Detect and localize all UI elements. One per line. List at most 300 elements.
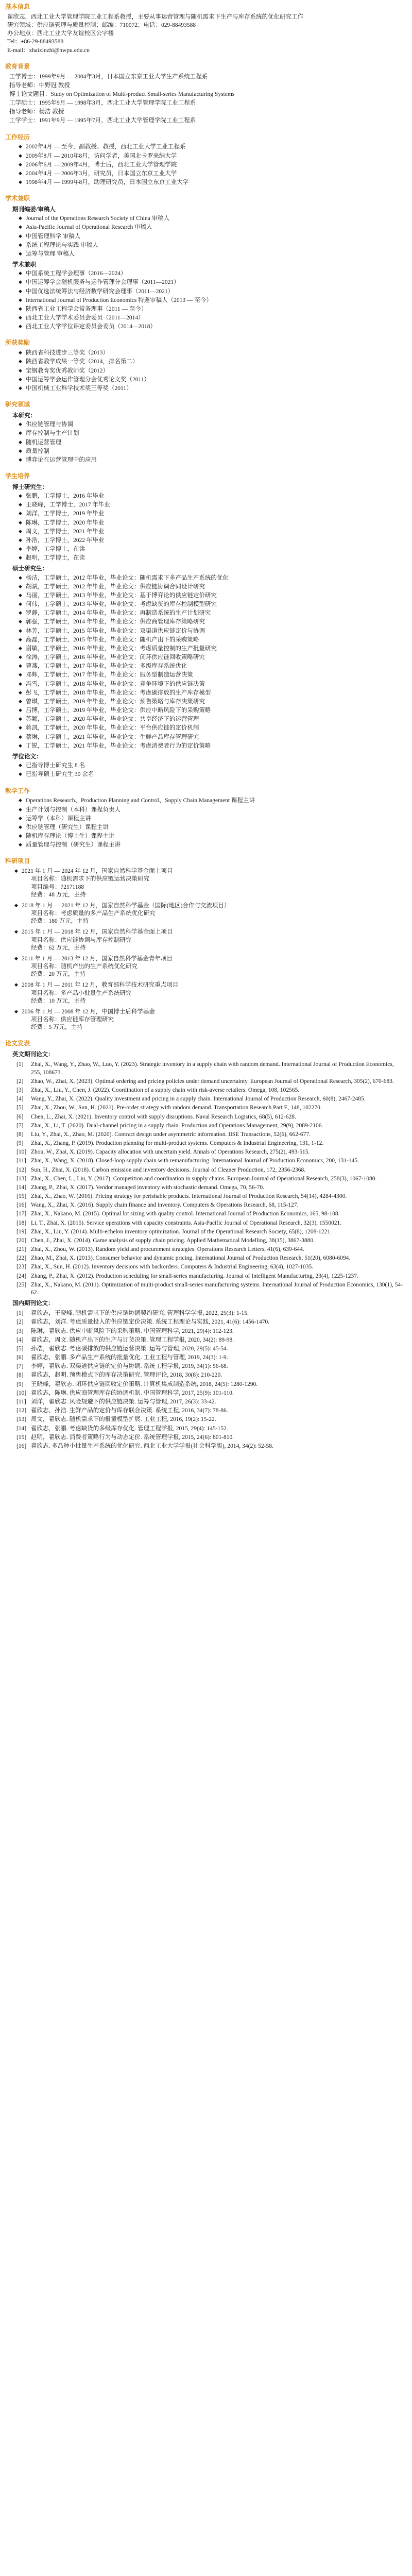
reference-entry	[16, 1273, 405, 1280]
section-title: 所获奖励	[5, 339, 30, 347]
reference-number: [13]	[16, 1416, 27, 1423]
list-item-text: 质量管理与控制（研究生）课程主讲	[26, 842, 121, 849]
reference-entry	[16, 1434, 405, 1442]
bullet-icon: ◆	[19, 171, 22, 176]
grant-head	[14, 981, 405, 989]
list-item-text: 周文，工学博士，2021 年毕业	[26, 528, 105, 535]
list-item-text: 中国机械工业科学技术奖三等奖（2011）	[26, 385, 132, 392]
list-item	[19, 833, 405, 840]
list-item-text: 已指导硕士研究生 30 余名	[26, 771, 94, 778]
reference-text: Zhai, X., Nakano, M. (2015). Optimal lot sizing with quality control. International Journal of Production Economics, 165, 98-108.	[31, 1211, 340, 1217]
list-item	[19, 297, 405, 304]
grant-detail: 项目编号：72171188	[31, 884, 84, 890]
bullet-icon: ◆	[19, 529, 22, 534]
list-item	[19, 179, 405, 187]
bullet-icon: ◆	[19, 611, 22, 616]
bullet-icon: ◆	[19, 511, 22, 517]
section-title: 论文发表	[5, 1040, 30, 1047]
publications-section	[5, 1040, 405, 1450]
reference-number: [8]	[16, 1131, 24, 1138]
list-item-text: 中国管理科学 审稿人	[26, 233, 81, 240]
list-item-text: 张鹏，工学博士，2016 年毕业	[26, 493, 105, 500]
list-item	[19, 242, 405, 249]
bullet-icon: ◆	[14, 982, 18, 988]
list-item	[19, 288, 405, 296]
grant-detail: 经费：5 万元，主持	[31, 1024, 83, 1031]
reference-text: Zhai, X., Liu, Y. (2014). Multi-echelon inventory optimization. Journal of the Operational Research Society, 65(8), 1208-1221.	[31, 1228, 332, 1235]
subsection-title: 博士研究生：	[12, 484, 48, 490]
reference-text: Zhou, W., Zhai, X. (2019). Capacity allocation with uncertain yield. Annals of Operations Research, 275(2), 493-515.	[31, 1149, 310, 1156]
list-item	[19, 762, 405, 770]
list-item-text: 罗静，工学硕士，2014 年毕业，毕业论文：再制造系统的生产计划研究	[26, 610, 211, 617]
list-item-text: 曾琪，工学硕士，2019 年毕业，毕业论文：预售策略与库存决策研究	[26, 698, 205, 705]
reference-entry	[16, 1078, 405, 1086]
teaching-section	[5, 787, 405, 850]
reference-entry	[16, 1131, 405, 1139]
grant-title: 2021 年 1 月 — 2024 年 12 月，国家自然科学基金面上项目	[22, 868, 173, 875]
bullet-icon: ◆	[19, 637, 22, 642]
reference-number: [2]	[16, 1319, 24, 1326]
list-item	[19, 628, 405, 635]
bullet-icon: ◆	[14, 869, 18, 874]
bullet-icon: ◆	[19, 216, 22, 222]
reference-entry	[16, 1389, 405, 1397]
edu-line: 工学学士：1991年9月 — 1995年7月，西北工业大学管理学院工业工程系	[9, 117, 196, 124]
list-item-text: 苏颖，工学硕士，2020 年毕业，毕业论文：共享经济下的运营管理	[26, 716, 199, 723]
reference-entry	[16, 1061, 405, 1076]
list-item-text: 吕博，工学硕士，2019 年毕业，毕业论文：供应中断风险下的采购策略	[26, 707, 211, 714]
list-item-text: 系统工程理论与实践 审稿人	[26, 242, 98, 248]
grant-entry	[14, 955, 405, 979]
reference-text: 陈琳，翟欣志. 供应中断风险下的采购策略. 中国管理科学, 2021, 29(4): 112-123.	[31, 1328, 234, 1334]
grant-entry	[14, 1008, 405, 1032]
grants-section	[5, 857, 405, 1031]
bullet-icon: ◆	[19, 251, 22, 257]
reference-entry	[16, 1336, 405, 1344]
list-item-text: 陕西省工业工程学会常务理事（2011 — 至今）	[26, 306, 147, 312]
grant-detail: 项目名称：随机产出的生产系统优化研究	[31, 963, 138, 970]
edu-line: 工学硕士：1995年9月 — 1998年3月，西北工业大学管理学院工业工程系	[9, 100, 196, 107]
reference-entry	[16, 1095, 405, 1103]
bullet-icon: ◆	[19, 368, 22, 374]
subsection-title: 学术兼职	[12, 262, 36, 268]
edu-block	[7, 73, 405, 99]
list-item	[19, 554, 405, 562]
list-item	[19, 663, 405, 670]
reference-number: [15]	[16, 1193, 27, 1200]
list-item	[19, 528, 405, 536]
list-item-text: 运筹学（本科）课程主讲	[26, 815, 91, 822]
list-item	[19, 797, 405, 805]
reference-entry	[16, 1210, 405, 1218]
thesis-list	[5, 762, 405, 778]
reference-entry	[16, 1237, 405, 1245]
reference-text: Zhai, X., Zhang, P. (2019). Production planning for multi-product systems. Computers & Industrial Engineering, 131, 1-12.	[31, 1140, 324, 1147]
list-item-text: 宝钢教育奖优秀教师奖（2012）	[26, 367, 109, 374]
bullet-icon: ◆	[19, 734, 22, 740]
list-item-text: 陕西省教学成果一等奖（2014，排名第二）	[26, 359, 139, 365]
list-item-text: 赵明，工学博士，在读	[26, 555, 85, 562]
list-item-text: 蔡琳，工学硕士，2021 年毕业，毕业论文：生鲜产品库存管理研究	[26, 734, 199, 740]
grant-detail: 项目名称：考虑质量的多产品生产系统优化研究	[31, 910, 156, 917]
bullet-icon: ◆	[19, 448, 22, 454]
list-item	[19, 215, 405, 223]
reference-text: 翟欣志，张鹏. 多产品生产系统的批量优化. 工业工程与管理, 2019, 24(3): 1-9.	[31, 1354, 228, 1361]
reference-entry	[16, 1193, 405, 1200]
list-item	[19, 681, 405, 688]
bullet-icon: ◆	[19, 324, 22, 330]
bullet-icon: ◆	[14, 1009, 18, 1014]
reference-entry	[16, 1363, 405, 1370]
reference-number: [14]	[16, 1425, 27, 1432]
grant-detail: 项目名称：随机需求下的供应链运营决策研究	[31, 876, 149, 883]
list-item	[19, 583, 405, 591]
teaching-list	[5, 797, 405, 849]
list-item	[19, 707, 405, 715]
reference-number: [12]	[16, 1408, 27, 1414]
list-item	[19, 698, 405, 706]
bullet-icon: ◆	[19, 798, 22, 804]
grant-title: 2006 年 1 月 — 2008 年 12 月，中国博士后科学基金	[22, 1008, 155, 1015]
bullet-icon: ◆	[14, 956, 18, 961]
grant-entry	[14, 928, 405, 952]
list-item-text: 2004年4月 — 2006年3月，研究员，日本国立东京工业大学	[26, 170, 177, 177]
work-list	[5, 143, 405, 187]
bullet-icon: ◆	[19, 162, 22, 167]
academic-section	[5, 195, 405, 331]
list-item	[19, 546, 405, 553]
bullet-icon: ◆	[19, 431, 22, 436]
edu-block	[7, 99, 405, 116]
reference-number: [22]	[16, 1255, 27, 1262]
list-item-text: 中国优选法统筹法与经济数学研究会理事（2011—2021）	[26, 288, 174, 295]
section-title: 教学工作	[5, 787, 30, 794]
reference-text: Zhai, X., Wang, X. (2018). Closed-loop supply chain with remanufacturing. International Journal of Production Economics, 200, 131-145.	[31, 1158, 359, 1164]
list-item	[19, 636, 405, 644]
reference-entry	[16, 1345, 405, 1353]
bullet-icon: ◆	[19, 520, 22, 526]
list-item-text: 2002年4月 — 至今，副教授、教授，西北工业大学工业工程系	[26, 144, 186, 150]
list-item	[19, 824, 405, 832]
awards-list	[5, 349, 405, 393]
list-item-text: 徐涛，工学硕士，2016 年毕业，毕业论文：闭环供应链回收策略研究	[26, 654, 205, 661]
reference-entry	[16, 1443, 405, 1450]
bullet-icon: ◆	[19, 690, 22, 696]
reference-entry	[16, 1246, 405, 1253]
reference-text: Zhao, M., Zhai, X. (2013). Consumer behavior and dynamic pricing. International Journal of Production Research, 51(20), 6080-6094.	[31, 1255, 351, 1262]
reference-number: [11]	[16, 1158, 26, 1164]
reference-number: [2]	[16, 1078, 24, 1084]
bullet-icon: ◆	[19, 377, 22, 382]
list-item-text: 博弈论在运营管理中的应用	[26, 456, 97, 463]
reference-text: Li, T., Zhai, X. (2015). Service operations with capacity constraints. Asia-Pacific Journal of Operational Research, 32(3), 1550021.	[31, 1219, 342, 1226]
list-item	[19, 618, 405, 626]
grant-entry	[14, 868, 405, 899]
bullet-icon: ◆	[19, 664, 22, 669]
reference-number: [15]	[16, 1434, 27, 1440]
reference-entry	[16, 1381, 405, 1388]
bullet-icon: ◆	[19, 297, 22, 303]
section-title: 学术兼职	[5, 195, 30, 202]
reference-text: Zhai, X., Zhao, W. (2016). Pricing strategy for perishable products. International Journal of Production Research, 54(14), 4284-4300.	[31, 1193, 347, 1200]
list-item	[19, 601, 405, 608]
list-item	[19, 689, 405, 697]
grant-title: 2015 年 1 月 — 2018 年 12 月，国家自然科学基金面上项目	[22, 929, 173, 936]
info-line: Tel：+86-29-88493588	[7, 39, 64, 45]
reference-text: 翟欣志，张鹏. 考虑缺货的多级库存优化. 管理工程学报, 2015, 29(4): 145-152.	[31, 1425, 228, 1432]
bullet-icon: ◆	[19, 699, 22, 704]
list-item-text: 郭强，工学硕士，2014 年毕业，毕业论文：供应商管理库存策略研究	[26, 619, 205, 625]
bullet-icon: ◆	[19, 592, 22, 598]
list-item	[19, 771, 405, 778]
list-item-text: 胡斌，工学硕士，2012 年毕业，毕业论文：供应链协调合同设计研究	[26, 583, 205, 590]
section-title: 学生培养	[5, 472, 30, 480]
reference-number: [6]	[16, 1113, 24, 1120]
reference-number: [1]	[16, 1061, 24, 1068]
list-item	[19, 574, 405, 582]
list-item-text: 2009年8月 — 2010年8月，访问学者，美国北卡罗来纳大学	[26, 152, 177, 159]
bullet-icon: ◆	[19, 315, 22, 321]
list-item	[19, 592, 405, 600]
info-line: 翟欣志，西北工业大学管理学院工业工程系教授，主要从事运营管理与随机需求下生产与库存系统的优化研究工作	[7, 13, 303, 20]
reference-entry	[16, 1263, 405, 1271]
phd-list	[5, 493, 405, 562]
service-list	[5, 270, 405, 331]
list-item-text: 2006年6月 — 2009年4月，博士后，西北工业大学管理学院	[26, 161, 177, 168]
section-title: 研究领域	[5, 401, 30, 409]
bullet-icon: ◆	[14, 903, 18, 908]
list-item-text: 中国系统工程学会理事（2016—2024）	[26, 270, 127, 277]
grant-detail: 经费：62 万元，主持	[31, 944, 86, 951]
bullet-icon: ◆	[19, 153, 22, 159]
reference-entry	[16, 1201, 405, 1209]
bullet-icon: ◆	[19, 144, 22, 150]
reference-entry	[16, 1157, 405, 1165]
reference-text: Zhai, X., Chen, L., Liu, Y. (2017). Competition and coordination in supply chains. European Journal of Operational Research, 258(3), 1067-1080.	[31, 1175, 377, 1182]
reference-number: [7]	[16, 1363, 24, 1370]
list-item	[19, 439, 405, 447]
list-item	[19, 358, 405, 366]
bullet-icon: ◆	[19, 681, 22, 687]
list-item-text: 陕西省科技进步三等奖（2013）	[26, 350, 109, 357]
bullet-icon: ◆	[19, 816, 22, 821]
list-item-text: 供应链管理与协调	[26, 421, 73, 428]
bullet-icon: ◆	[19, 619, 22, 625]
reference-number: [1]	[16, 1310, 24, 1317]
grants-list	[5, 868, 405, 1031]
reference-text: 李婷，翟欣志. 双渠道供应链的定价与协调. 系统工程学报, 2019, 34(1): 56-68.	[31, 1363, 228, 1370]
list-item	[19, 671, 405, 679]
reference-entry	[16, 1122, 405, 1130]
list-item-text: International Journal of Production Economics 特邀审稿人（2013 — 至今）	[26, 297, 212, 303]
bullet-icon: ◆	[19, 834, 22, 839]
list-item-text: Journal of the Operations Research Society of China 审稿人	[26, 215, 170, 222]
reference-entry	[16, 1425, 405, 1433]
reference-number: [10]	[16, 1149, 27, 1156]
list-item	[19, 349, 405, 357]
bullet-icon: ◆	[19, 575, 22, 581]
reference-entry	[16, 1318, 405, 1326]
edu-line: 指导老师：中野冠 教授	[9, 82, 70, 89]
reference-text: 翟欣志，赵明. 预售模式下的库存决策研究. 管理评论, 2018, 30(8): 210-220.	[31, 1372, 222, 1379]
bullet-icon: ◆	[19, 439, 22, 445]
reference-text: 翟欣志，王晓峰. 随机需求下的供应链协调契约研究. 管理科学学报, 2022, 25(3): 1-15.	[31, 1310, 249, 1317]
list-item	[19, 742, 405, 750]
list-item-text: 冯雪，工学硕士，2018 年毕业，毕业论文：竞争环境下的供应链决策	[26, 681, 205, 687]
list-item	[19, 367, 405, 375]
bullet-icon: ◆	[19, 646, 22, 651]
subsection-title: 本研究：	[12, 412, 36, 419]
list-item	[19, 430, 405, 437]
list-item-text: 邓辉，工学硕士，2017 年毕业，毕业论文：服务型制造运营决策	[26, 672, 193, 679]
reference-entry	[16, 1175, 405, 1183]
reference-number: [14]	[16, 1184, 27, 1191]
reference-text: 翟欣志，周文. 随机产出下的生产与订货决策. 管理工程学报, 2020, 34(2): 89-98.	[31, 1336, 234, 1343]
list-item	[19, 376, 405, 384]
grant-detail: 经费：20 万元，主持	[31, 971, 86, 978]
list-item-text: 李婷，工学博士，在读	[26, 546, 85, 553]
bullet-icon: ◆	[19, 422, 22, 428]
list-item	[19, 841, 405, 849]
list-item	[19, 645, 405, 653]
reference-number: [4]	[16, 1096, 24, 1103]
reference-text: Sun, H., Zhai, X. (2018). Carbon emission and inventory decisions. Journal of Cleaner Production, 172, 2356-2368.	[31, 1166, 306, 1173]
reference-text: Chen, J., Zhai, X. (2014). Game analysis of supply chain pricing. Applied Mathematical Modelling, 38(15), 3867-3880.	[31, 1237, 315, 1244]
reference-number: [10]	[16, 1389, 27, 1396]
reference-number: [5]	[16, 1105, 24, 1111]
grant-detail: 项目名称：供应链协调与库存控制研究	[31, 937, 132, 943]
list-item-text: 西北工业大学学位评定委员会委员（2014—2018）	[26, 324, 156, 330]
reference-text: Zhai, X., Wang, Y., Zhao, W., Luo, Y. (2023). Strategic inventory in a supply chain with random demand. International Journal of Production Economics, 255, 108673.	[31, 1061, 394, 1076]
list-item-text: 陈琳，工学博士，2020 年毕业	[26, 519, 105, 526]
list-item-text: 西北工业大学学术委员会委员（2011—2014）	[26, 315, 144, 321]
reference-text: Zhai, X., Li, T. (2020). Dual-channel pricing in a supply chain. Production and Operations Management, 29(9), 2089-2106.	[31, 1122, 323, 1129]
list-item	[19, 806, 405, 814]
grant-entry	[14, 981, 405, 1005]
section-title: 工作经历	[5, 133, 30, 141]
grant-detail: 经费：180 万元，主持	[31, 918, 89, 925]
domestic-paper-list	[5, 1310, 405, 1450]
info-line: 办公地点：西北工业大学友谊校区公字楼	[7, 30, 114, 37]
reference-entry	[16, 1219, 405, 1227]
list-item-text: 随机库存理论（博士生）课程主讲	[26, 833, 115, 840]
bullet-icon: ◆	[19, 602, 22, 607]
list-item	[19, 224, 405, 231]
reference-text: 翟欣志. 多品种小批量生产系统的优化研究. 西北工业大学学报(社会科学版), 2014, 34(2): 52-58.	[31, 1443, 273, 1449]
bullet-icon: ◆	[19, 537, 22, 543]
bullet-icon: ◆	[19, 494, 22, 499]
reference-text: Zhai, X., Liu, Y., Chen, J. (2022). Coordination of a supply chain with risk-averse retailers. Omega, 108, 102565.	[31, 1087, 300, 1093]
reference-entry	[16, 1148, 405, 1156]
reference-number: [16]	[16, 1202, 27, 1209]
list-item-text: 1998年4月 — 1999年8月，助理研究员，日本国立东京工业大学	[26, 179, 189, 186]
bullet-icon: ◆	[19, 743, 22, 749]
grant-title: 2011 年 1 月 — 2013 年 12 月，国家自然科学基金青年项目	[22, 955, 173, 962]
list-item	[19, 716, 405, 723]
list-item-text: 供应链管理（研究生）课程主讲	[26, 824, 109, 831]
section-title: 教育背景	[5, 62, 30, 70]
bullet-icon: ◆	[19, 242, 22, 248]
list-item-text: 高磊，工学硕士，2015 年毕业，毕业论文：随机产出下的采购策略	[26, 636, 199, 643]
reference-entry	[16, 1104, 405, 1112]
reference-text: Wang, X., Zhai, X. (2016). Supply chain finance and inventory. Computers & Operations Research, 68, 115-127.	[31, 1202, 299, 1209]
work-section	[5, 133, 405, 187]
reference-text: Zhai, X., Zhou, W. (2013). Random yield and procurement strategies. Operations Research Letters, 41(6), 639-644.	[31, 1246, 304, 1253]
reference-text: Zhai, X., Zhou, W., Sun, H. (2021). Pre-order strategy with random demand. Transportation Research Part E, 148, 102270.	[31, 1105, 322, 1111]
reference-entry	[16, 1140, 405, 1147]
reference-text: 周文，翟欣志. 随机需求下的报童模型扩展. 工业工程, 2016, 19(2): 15-22.	[31, 1416, 216, 1423]
edu-line: 工学博士：1999年9月 — 2004年3月，日本国立东京工业大学生产系统工程系	[9, 73, 208, 80]
reference-entry	[16, 1166, 405, 1174]
bullet-icon: ◆	[19, 289, 22, 294]
reference-number: [24]	[16, 1273, 27, 1279]
reference-number: [21]	[16, 1246, 27, 1253]
list-item	[19, 815, 405, 823]
reference-entry	[16, 1328, 405, 1335]
bullet-icon: ◆	[19, 807, 22, 812]
list-item-text: Operations Research、Production Planning and Control、Supply Chain Management 课程主讲	[26, 798, 255, 804]
edu-block	[7, 117, 405, 125]
subsection-title: 英文期刊论文：	[12, 1052, 54, 1058]
list-item-text: 谢敏，工学硕士，2016 年毕业，毕业论文：考虑质量控制的生产批量研究	[26, 645, 217, 652]
bullet-icon: ◆	[19, 350, 22, 356]
subsection-title: 学位论文：	[12, 754, 42, 760]
list-item-text: 彭飞，工学硕士，2018 年毕业，毕业论文：考虑碳排放的生产库存模型	[26, 689, 211, 696]
list-item	[19, 493, 405, 500]
bullet-icon: ◆	[19, 385, 22, 391]
reference-entry	[16, 1281, 405, 1297]
bullet-icon: ◆	[19, 772, 22, 777]
bullet-icon: ◆	[19, 180, 22, 185]
list-item	[19, 323, 405, 331]
reference-number: [12]	[16, 1166, 27, 1173]
bullet-icon: ◆	[19, 824, 22, 830]
reference-text: Zhao, W., Zhai, X. (2023). Optimal ordering and pricing policies under demand uncertainty. European Journal of Operational Research, 305(2), 670-683.	[31, 1078, 394, 1084]
subsection-title: 硕士研究生：	[12, 566, 48, 572]
research-section	[5, 401, 405, 464]
list-item-text: 随机运营管理	[26, 439, 61, 446]
list-item-text: 曹燕，工学硕士，2017 年毕业，毕业论文：多级库存系统优化	[26, 663, 187, 670]
list-item	[19, 609, 405, 617]
bullet-icon: ◆	[19, 584, 22, 589]
list-item	[19, 537, 405, 545]
list-item	[19, 724, 405, 732]
section-title: 科研项目	[5, 857, 30, 865]
list-item	[19, 519, 405, 527]
education-section	[5, 63, 405, 125]
bullet-icon: ◆	[19, 717, 22, 722]
reference-entry	[16, 1087, 405, 1094]
edu-line: 指导老师：杨浩 教授	[9, 109, 64, 115]
list-item	[19, 152, 405, 160]
grant-detail: 项目名称：多产品小批量生产系统研究	[31, 990, 132, 996]
reference-number: [9]	[16, 1381, 24, 1387]
bullet-icon: ◆	[19, 359, 22, 365]
reference-text: 翟欣志，陈琳. 供应商管理库存的协调机制. 中国管理科学, 2017, 25(9): 101-110.	[31, 1389, 234, 1396]
bullet-icon: ◆	[19, 708, 22, 714]
reference-number: [16]	[16, 1443, 27, 1449]
grant-head	[14, 928, 405, 936]
reviewer-list	[5, 215, 405, 258]
master-list	[5, 574, 405, 750]
list-item-text: 马丽，工学硕士，2013 年毕业，毕业论文：基于博弈论的供应链定价研究	[26, 592, 217, 599]
reference-number: [18]	[16, 1219, 27, 1226]
list-item-text: 林芳，工学硕士，2015 年毕业，毕业论文：双渠道供应链定价与协调	[26, 628, 205, 634]
bullet-icon: ◆	[14, 929, 18, 935]
grant-head	[14, 902, 405, 910]
reference-number: [3]	[16, 1087, 24, 1093]
bullet-icon: ◆	[19, 842, 22, 848]
